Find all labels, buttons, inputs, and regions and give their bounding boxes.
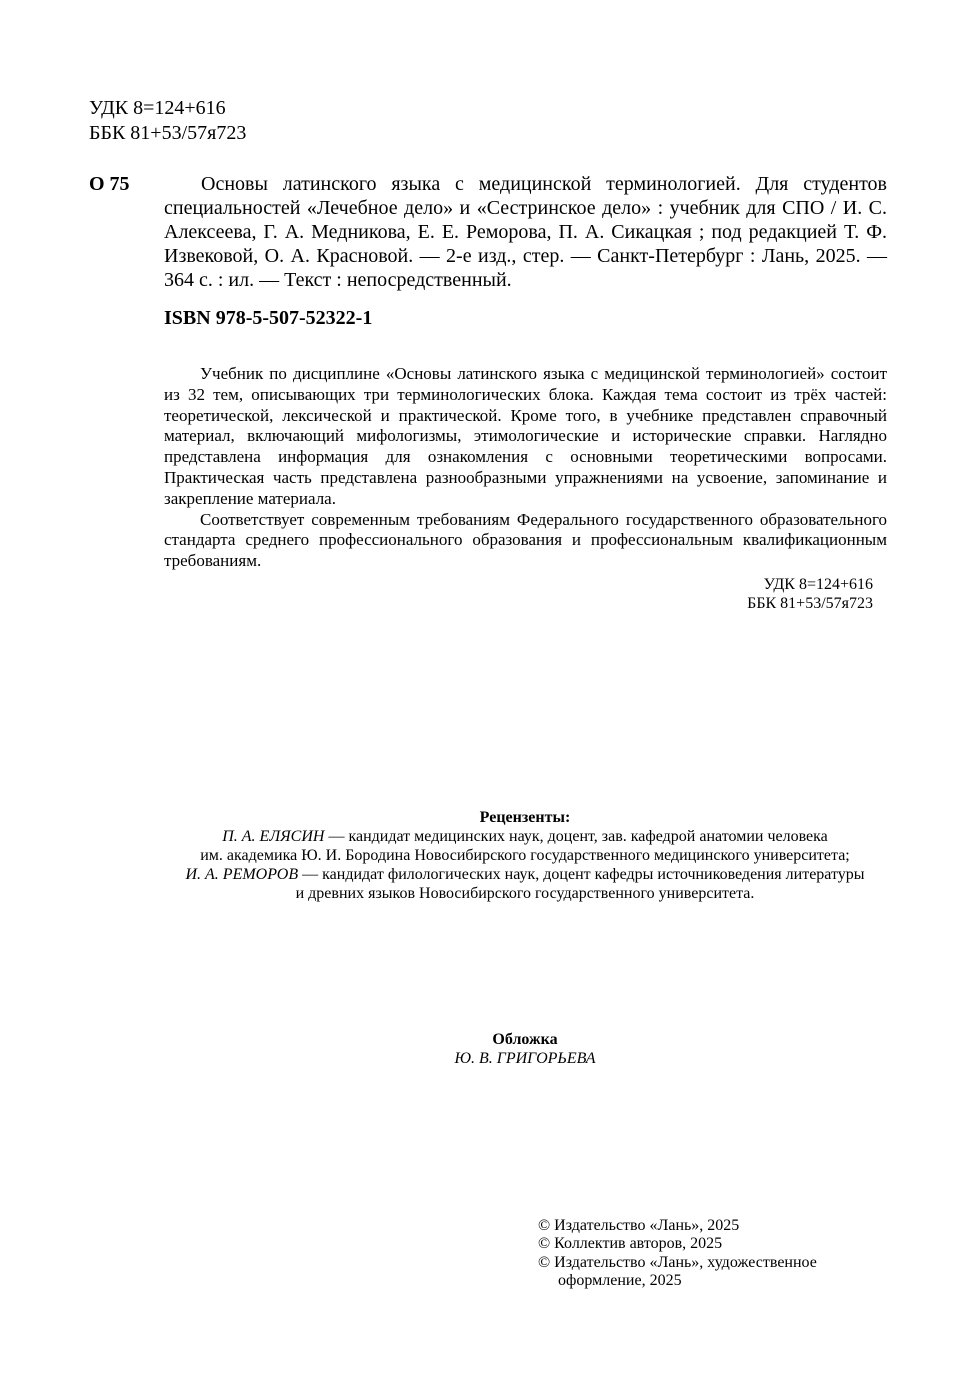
reviewer-info: — кандидат филологических наук, доцент кафедры источниковедения литературы	[298, 866, 865, 883]
bibliographic-description: Основы латинского языка с медицинской терминологией. Для студентов специальностей «Лечебное дело» и «Сестринское дело» : учебник для СПО / И. С. Алексеева, Г. А. Медникова, Е. Е. Реморова, П. А. Сикацкая ; под редакцией Т. Ф. Извековой, О. А. Красновой. — 2-е изд., стер. — Санкт-Петербург : Лань, 2025. — 364 с. : ил. — Текст : непосредственный.	[164, 173, 887, 291]
copyright-line: © Издательство «Лань», художественное	[538, 1253, 817, 1271]
reviewer-name: П. А. ЕЛЯСИН	[222, 828, 325, 845]
reviewer-line	[120, 827, 930, 846]
cover-designer: Ю. В. ГРИГОРЬЕВА	[454, 1050, 596, 1067]
copyright-line: © Коллектив авторов, 2025	[538, 1235, 723, 1253]
copyright-block	[538, 1217, 868, 1291]
reviewer-info: им. академика Ю. И. Бородина Новосибирского государственного медицинского университета;	[200, 847, 850, 864]
annotation-paragraph: Соответствует современным требованиям Федерального государственного образовательного стандарта среднего профессионального образования и профессиональным квалификационным требованиям.	[164, 509, 887, 571]
copyright-line: оформление, 2025	[558, 1272, 682, 1290]
author-sign: О 75	[89, 173, 130, 195]
reviewer-name: И. А. РЕМОРОВ	[185, 866, 299, 883]
reviewer-line	[120, 865, 930, 884]
cover-heading: Обложка	[492, 1031, 558, 1048]
annotation-paragraph: Учебник по дисциплине «Основы латинского языка с медицинской терминологией» состоит из 32 тем, описывающих три терминологических блока. Каждая тема состоит из трёх частей: теоретической, лексической и практической. Кроме того, в учебнике представлен справочный материал, включающий мифологизмы, этимологические и исторические справки. Наглядно представлена информация для ознакомления с основными теоретическими вопросами. Практическая часть представлена разнообразными упражнениями на усвоение, запоминание и закрепление материала.	[164, 364, 887, 508]
copyright-line: © Издательство «Лань», 2025	[538, 1217, 740, 1234]
cover-credit	[380, 1030, 670, 1068]
classification-codes	[89, 96, 246, 146]
annotation	[164, 364, 887, 572]
udk-code: УДК 8=124+616	[89, 97, 226, 119]
reviewers-block	[120, 808, 930, 903]
reviewer-info: — кандидат медицинских наук, доцент, зав. кафедрой анатомии человека	[324, 828, 828, 845]
reviewer-info: и древних языков Новосибирского государственного университета.	[295, 885, 755, 902]
annotation-codes	[700, 575, 873, 613]
bbk-code: ББК 81+53/57я723	[747, 595, 873, 612]
bbk-code: ББК 81+53/57я723	[89, 122, 247, 144]
isbn: ISBN 978-5-507-52322-1	[164, 307, 373, 329]
udk-code: УДК 8=124+616	[763, 576, 873, 593]
reviewers-heading: Рецензенты:	[479, 809, 571, 826]
